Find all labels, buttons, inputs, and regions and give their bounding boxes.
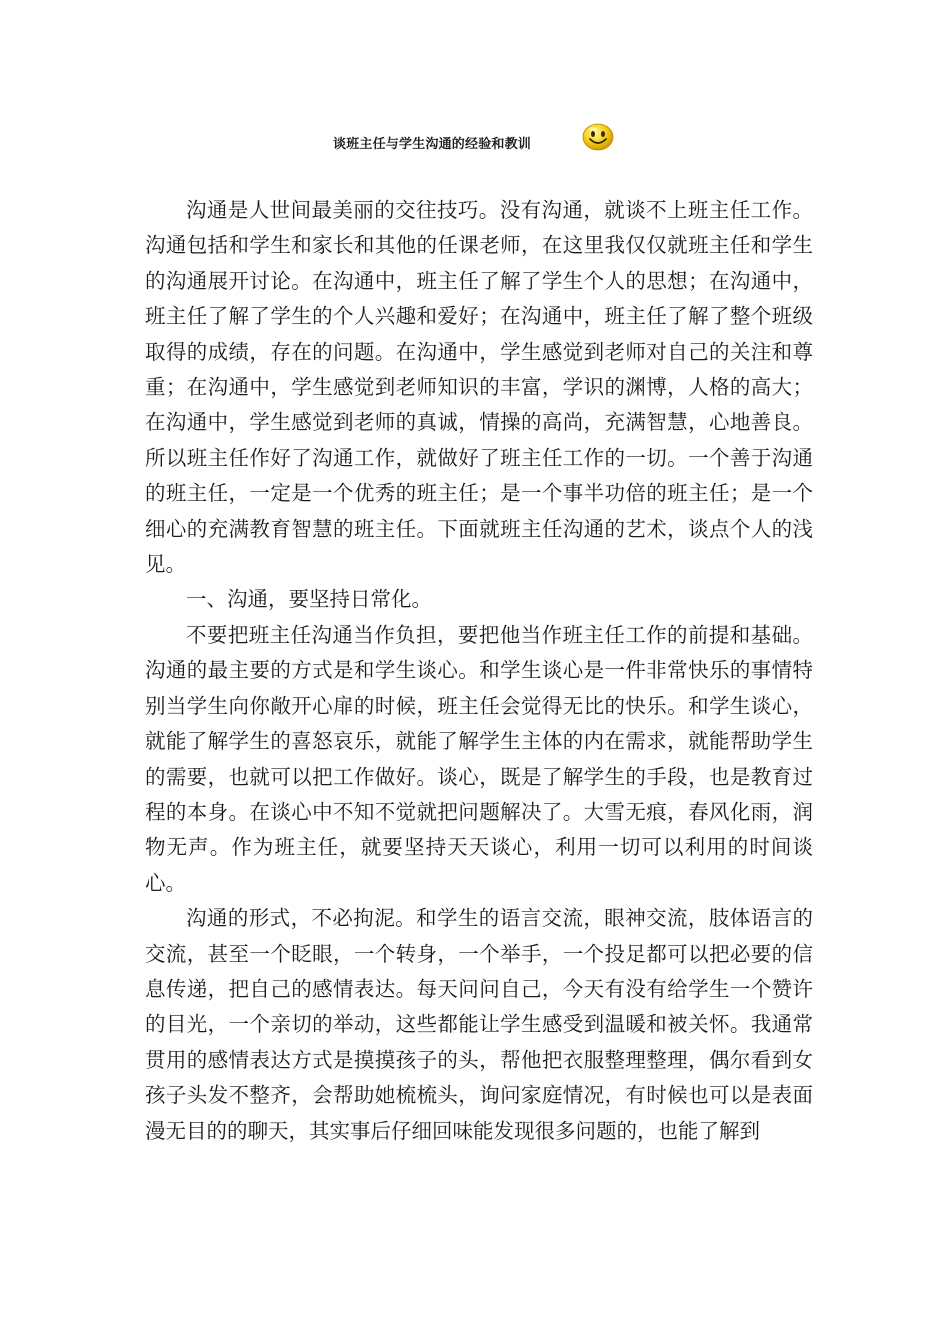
paragraph-form: 沟通的形式，不必拘泥。和学生的语言交流，眼神交流，肢体语言的交流，甚至一个眨眼，一个转身，一个举手，一个投足都可以把必要的信息传递，把自己的感情表达。每天问问自己，今天有没有给学生一个赞许的目光，一个亲切的举动，这些都能让学生感受到温暖和被关怀。我通常贯用的感情表达方式是摸摸孩子的头，帮他把衣服整理整理，偶尔看到女孩子头发不整齐，会帮助她梳梳头，询问家庭情况，有时候也可以是表面漫无目的的聊天，其实事后仔细回味能发现很多问题的，也能了解到 — [145, 906, 813, 1143]
paragraph-intro: 沟通是人世间最美丽的交往技巧。没有沟通，就谈不上班主任工作。沟通包括和学生和家长和其他的任课老师，在这里我仅仅就班主任和学生的沟通展开讨论。在沟通中，班主任了解了学生个人的思想；在沟通中，班主任了解了学生的个人兴趣和爱好；在沟通中，班主任了解了整个班级取得的成绩，存在的问题。在沟通中，学生感觉到老师对自己的关注和尊重；在沟通中，学生感觉到老师知识的丰富，学识的渊博，人格的高大；在沟通中，学生感觉到老师的真诚，情操的高尚，充满智慧，心地善良。所以班主任作好了沟通工作，就做好了班主任工作的一切。一个善于沟通的班主任，一定是一个优秀的班主任；是一个事半功倍的班主任；是一个细心的充满教育智慧的班主任。下面就班主任沟通的艺术，谈点个人的浅见。 — [145, 198, 813, 577]
document-body — [145, 193, 813, 1149]
smiley-face-icon — [582, 123, 614, 151]
section-heading-1: 一、沟通，要坚持日常化。 — [186, 587, 432, 612]
paragraph-daily: 不要把班主任沟通当作负担，要把他当作班主任工作的前提和基础。沟通的最主要的方式是和学生谈心。和学生谈心是一件非常快乐的事情特别当学生向你敞开心扉的时候，班主任会觉得无比的快乐。和学生谈心，就能了解学生的喜怒哀乐，就能了解学生主体的内在需求，就能帮助学生的需要，也就可以把工作做好。谈心，既是了解学生的手段，也是教育过程的本身。在谈心中不知不觉就把问题解决了。大雪无痕，春风化雨，润物无声。作为班主任，就要坚持天天谈心，利用一切可以利用的时间谈心。 — [145, 622, 813, 895]
document-title: 谈班主任与学生沟通的经验和教训 — [333, 137, 532, 152]
